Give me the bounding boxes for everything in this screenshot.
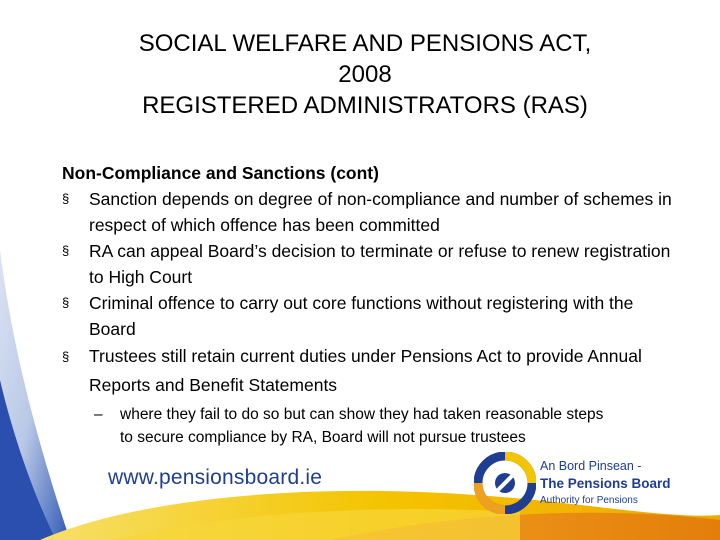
bullet-item: [62, 290, 672, 342]
logo-line-3: Authority for Pensions: [540, 495, 638, 506]
sub-bullet: [62, 404, 620, 449]
bullet-marker-icon: §: [62, 243, 70, 258]
logo-line-2: The Pensions Board: [540, 476, 671, 491]
bullet-text: Sanction depends on degree of non-compliance and number of schemes in respect of which offence has been committed: [89, 189, 672, 235]
website-url: www.pensionsboard.ie: [108, 466, 323, 489]
bullet-item: [62, 238, 672, 290]
slide-title: [40, 28, 690, 121]
bullet-marker-icon: §: [62, 295, 70, 310]
section-heading: Non-Compliance and Sanctions (cont): [62, 163, 379, 183]
dash-marker-icon: –: [94, 406, 103, 423]
bullet-text: Trustees still retain current duties under Pensions Act to provide Annual Reports and Benefit Statements: [89, 346, 642, 395]
logo-line-1: An Bord Pinsean -: [540, 459, 642, 473]
bullet-text: Criminal offence to carry out core functions without registering with the Board: [89, 293, 634, 339]
slide-body: [62, 160, 672, 449]
bullet-text: RA can appeal Board’s decision to terminate or refuse to renew registration to High Court: [89, 241, 671, 287]
title-line-3: REGISTERED ADMINISTRATORS (RAS): [142, 92, 588, 119]
logo-text: [540, 458, 690, 509]
bullet-item: [62, 342, 672, 400]
bullet-item: [62, 186, 672, 238]
bullet-marker-icon: §: [62, 349, 70, 364]
bullet-marker-icon: §: [62, 191, 70, 206]
title-line-2: 2008: [338, 61, 392, 88]
pensions-board-logo-icon: [474, 452, 536, 514]
title-line-1: SOCIAL WELFARE AND PENSIONS ACT,: [138, 30, 592, 57]
sub-bullet-text: where they fail to do so but can show they had taken reasonable steps to secure compliance by RA, Board will not pursue trustees: [120, 406, 604, 446]
bullet-list: [62, 186, 672, 400]
